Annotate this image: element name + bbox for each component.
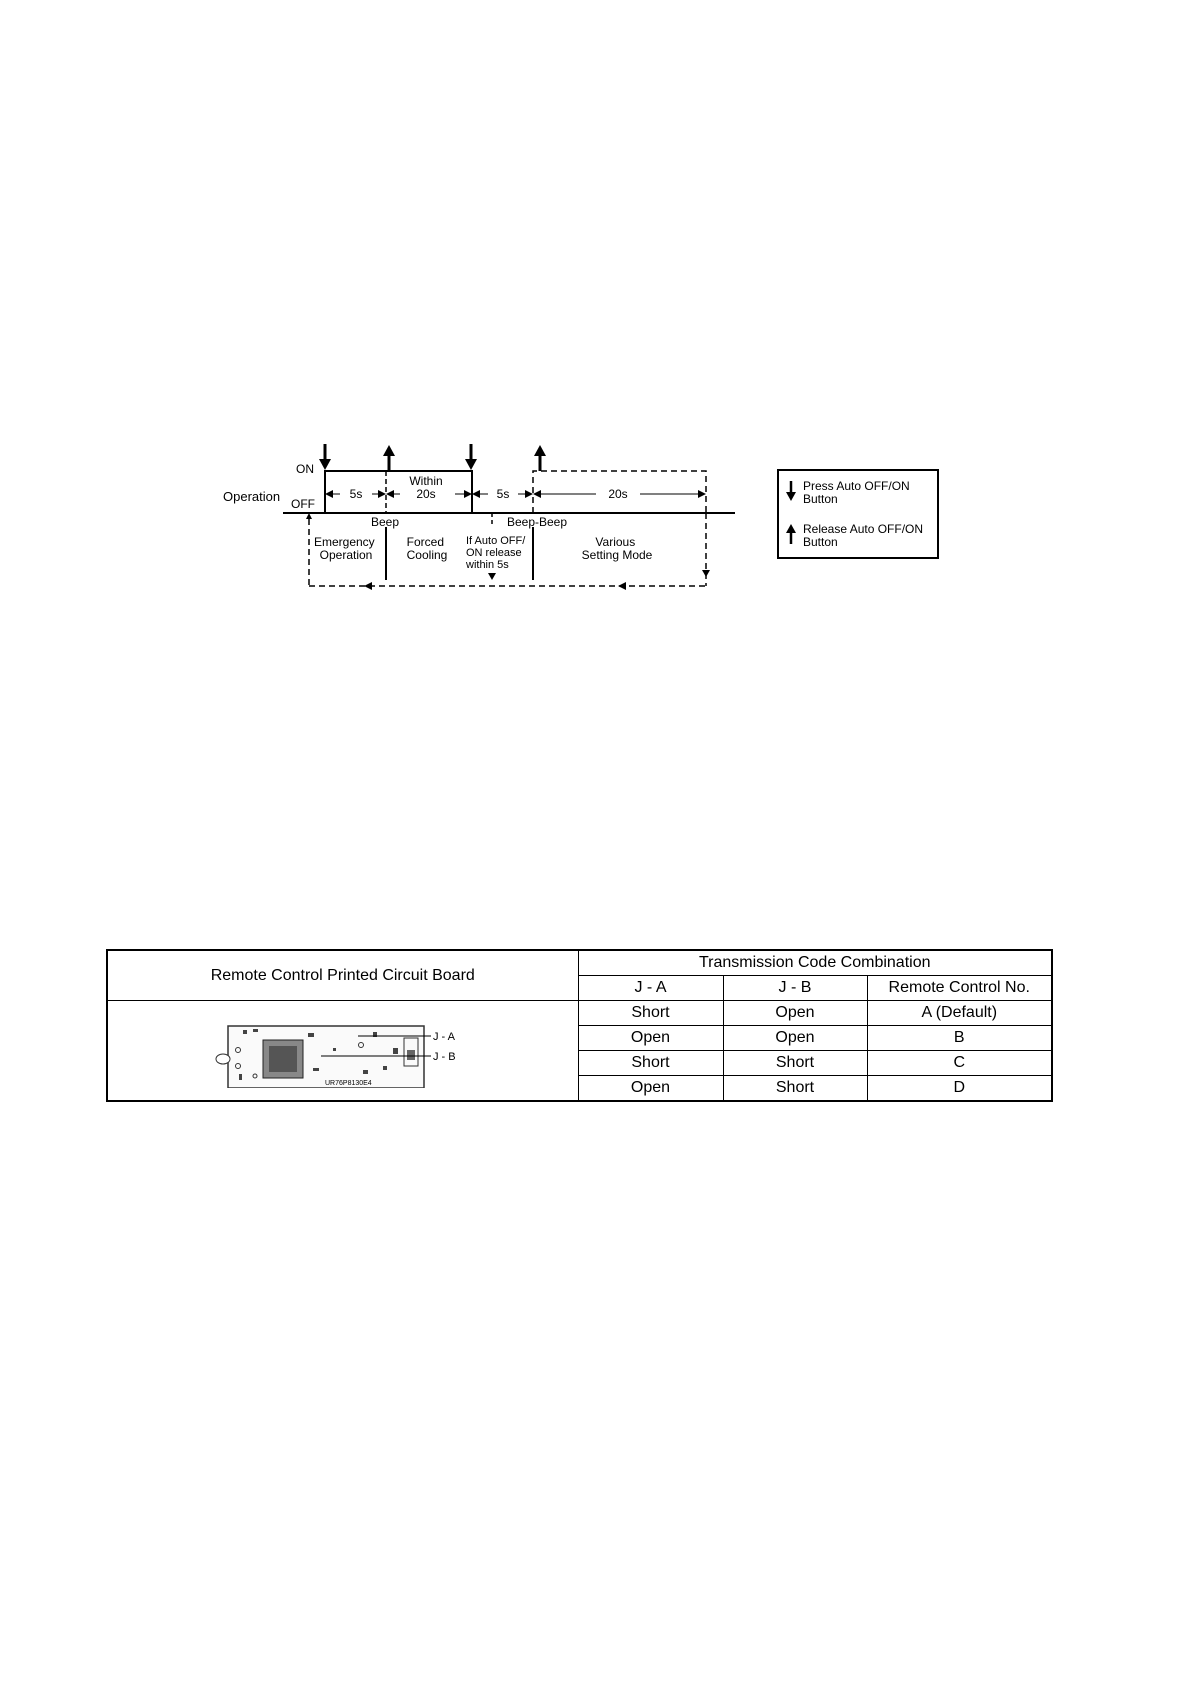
cell-remote-no: C <box>867 1051 1052 1076</box>
cell-jb: Short <box>723 1051 867 1076</box>
combo-header: Transmission Code Combination <box>578 950 1052 976</box>
pcb-jb-label: J - B <box>432 1051 456 1063</box>
press-arrow-2 <box>465 444 477 470</box>
cell-remote-no: A (Default) <box>867 1001 1052 1026</box>
legend-box <box>778 470 938 558</box>
phase-release: If Auto OFF/ ON release within 5s <box>466 535 526 571</box>
on-label: ON <box>296 462 314 476</box>
timing-diagram <box>0 0 1190 600</box>
pcb-header: Remote Control Printed Circuit Board <box>107 950 578 1001</box>
cell-jb: Open <box>723 1001 867 1026</box>
pcb-part-number: UR76P8130E4 <box>324 1080 372 1087</box>
cell-jb: Open <box>723 1026 867 1051</box>
release-drop-marker <box>488 573 496 580</box>
release-legend-text: Release Auto OFF/ON Button <box>803 522 924 549</box>
return-arrow-1 <box>364 582 372 590</box>
cell-remote-no: D <box>867 1076 1052 1102</box>
press-legend-text: Press Auto OFF/ON Button <box>803 479 910 506</box>
phase-forced-cooling: Forced Cooling <box>406 535 448 562</box>
duration-1: 5s <box>349 487 363 501</box>
cell-ja: Short <box>578 1051 723 1076</box>
duration-4: 20s <box>608 487 628 501</box>
beep-label: Beep <box>370 515 400 529</box>
within-label: Within <box>409 474 443 488</box>
return-arrow-2 <box>618 582 626 590</box>
phase-emergency: Emergency Operation <box>313 535 375 562</box>
cell-ja: Short <box>578 1001 723 1026</box>
column-header-remote-no: Remote Control No. <box>867 976 1052 1001</box>
table-row <box>107 1001 1052 1026</box>
on-level-solid <box>325 471 472 513</box>
release-arrow-1 <box>383 445 395 471</box>
cell-remote-no: B <box>867 1026 1052 1051</box>
release-arrow-2 <box>534 445 546 471</box>
column-header-jb: J - B <box>723 976 867 1001</box>
press-arrow-1 <box>319 444 331 470</box>
pcb-ja-label: J - A <box>432 1031 455 1043</box>
cell-ja: Open <box>578 1076 723 1102</box>
transmission-code-table <box>106 949 1053 1102</box>
cell-jb: Short <box>723 1076 867 1102</box>
pcb-illustration <box>213 1008 473 1088</box>
operation-label: Operation <box>223 489 281 504</box>
beep-beep-label: Beep-Beep <box>506 515 568 529</box>
cell-ja: Open <box>578 1026 723 1051</box>
pcb-image-cell <box>107 1001 578 1102</box>
off-label: OFF <box>291 497 315 511</box>
duration-3: 5s <box>496 487 510 501</box>
phase-setting-mode: Various Setting Mode <box>581 535 653 562</box>
column-header-ja: J - A <box>578 976 723 1001</box>
duration-2: 20s <box>416 487 436 501</box>
